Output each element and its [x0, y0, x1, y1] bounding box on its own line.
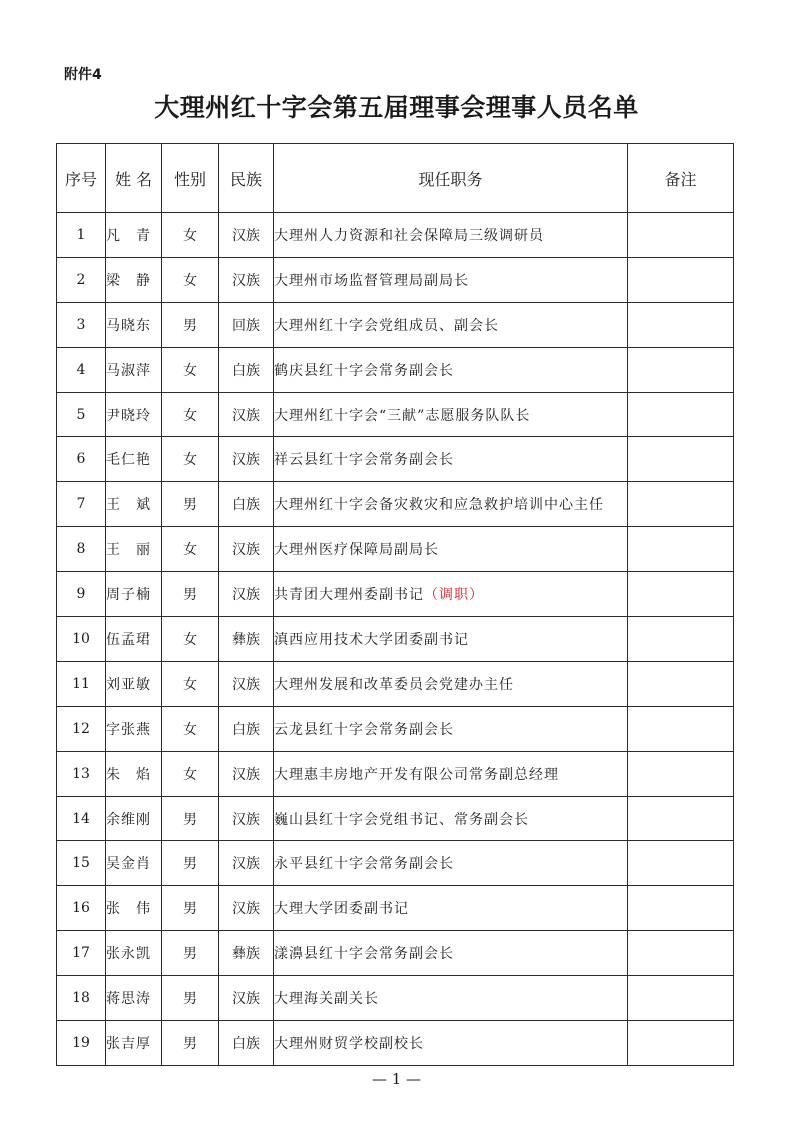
table-row	[57, 437, 734, 482]
cell-no: 7	[57, 482, 106, 527]
cell-sex: 女	[162, 751, 219, 796]
cell-position	[274, 661, 628, 706]
cell-ethnicity: 白族	[219, 706, 274, 751]
cell-no: 1	[57, 213, 106, 258]
cell-position	[274, 213, 628, 258]
cell-ethnicity: 彝族	[219, 931, 274, 976]
position-text: 大理州红十字会“三献”志愿服务队队长	[274, 407, 531, 424]
cell-sex: 女	[162, 437, 219, 482]
cell-name: 凡 青	[106, 213, 162, 258]
cell-name: 吴金肖	[106, 841, 162, 886]
cell-no: 9	[57, 572, 106, 617]
cell-sex: 女	[162, 213, 219, 258]
cell-position	[274, 931, 628, 976]
cell-no: 11	[57, 661, 106, 706]
table-row	[57, 257, 734, 302]
cell-no: 16	[57, 886, 106, 931]
position-status-note: （调职）	[424, 587, 484, 604]
table-body	[57, 213, 734, 1066]
cell-note	[628, 392, 734, 437]
cell-sex: 女	[162, 347, 219, 392]
cell-name: 梁 静	[106, 257, 162, 302]
cell-note	[628, 1021, 734, 1066]
cell-ethnicity: 汉族	[219, 213, 274, 258]
cell-ethnicity: 汉族	[219, 257, 274, 302]
cell-note	[628, 572, 734, 617]
cell-sex: 男	[162, 931, 219, 976]
cell-sex: 女	[162, 392, 219, 437]
table-row	[57, 661, 734, 706]
cell-ethnicity: 汉族	[219, 437, 274, 482]
table-row	[57, 527, 734, 572]
cell-no: 8	[57, 527, 106, 572]
cell-no: 10	[57, 617, 106, 662]
cell-ethnicity: 彝族	[219, 617, 274, 662]
table-row	[57, 617, 734, 662]
cell-no: 17	[57, 931, 106, 976]
cell-ethnicity: 白族	[219, 1021, 274, 1066]
position-text: 大理州财贸学校副校长	[274, 1035, 424, 1052]
table-row	[57, 482, 734, 527]
cell-ethnicity: 汉族	[219, 392, 274, 437]
position-text: 巍山县红十字会党组书记、常务副会长	[274, 811, 529, 828]
cell-name: 蒋思涛	[106, 976, 162, 1021]
page-number: — 1 —	[371, 1070, 422, 1088]
position-text: 鹤庆县红十字会常务副会长	[274, 362, 454, 379]
cell-ethnicity: 汉族	[219, 976, 274, 1021]
table-row	[57, 841, 734, 886]
table-row	[57, 1021, 734, 1066]
cell-name: 张 伟	[106, 886, 162, 931]
cell-no: 6	[57, 437, 106, 482]
cell-position	[274, 527, 628, 572]
cell-note	[628, 841, 734, 886]
cell-position	[274, 572, 628, 617]
position-text: 大理海关副关长	[274, 991, 379, 1008]
cell-ethnicity: 汉族	[219, 841, 274, 886]
cell-position	[274, 347, 628, 392]
position-text: 共青团大理州委副书记	[274, 587, 424, 604]
cell-ethnicity: 回族	[219, 302, 274, 347]
cell-ethnicity: 白族	[219, 347, 274, 392]
position-text: 漾濞县红十字会常务副会长	[274, 946, 454, 963]
position-text: 大理州红十字会备灾救灾和应急救护培训中心主任	[274, 497, 604, 514]
position-text: 大理州人力资源和社会保障局三级调研员	[274, 227, 544, 244]
cell-note	[628, 661, 734, 706]
position-text: 大理州医疗保障局副局长	[274, 542, 439, 559]
cell-name: 字张燕	[106, 706, 162, 751]
cell-sex: 女	[162, 257, 219, 302]
cell-name: 马淑萍	[106, 347, 162, 392]
header-position: 现任职务	[274, 144, 628, 213]
cell-note	[628, 482, 734, 527]
header-name: 姓 名	[106, 144, 162, 213]
cell-sex: 男	[162, 886, 219, 931]
cell-sex: 女	[162, 661, 219, 706]
cell-no: 15	[57, 841, 106, 886]
cell-position	[274, 706, 628, 751]
table-row	[57, 976, 734, 1021]
cell-ethnicity: 汉族	[219, 886, 274, 931]
roster-table	[56, 143, 734, 1066]
cell-name: 尹晓玲	[106, 392, 162, 437]
cell-sex: 男	[162, 841, 219, 886]
cell-name: 张吉厚	[106, 1021, 162, 1066]
cell-sex: 男	[162, 796, 219, 841]
cell-note	[628, 886, 734, 931]
table-row	[57, 931, 734, 976]
table-row	[57, 886, 734, 931]
table-row	[57, 302, 734, 347]
cell-name: 毛仁艳	[106, 437, 162, 482]
cell-ethnicity: 汉族	[219, 796, 274, 841]
cell-position	[274, 796, 628, 841]
cell-sex: 男	[162, 976, 219, 1021]
cell-position	[274, 1021, 628, 1066]
position-text: 大理大学团委副书记	[274, 901, 409, 918]
document-title: 大理州红十字会第五届理事会理事人员名单	[154, 93, 639, 122]
cell-name: 余维刚	[106, 796, 162, 841]
cell-sex: 男	[162, 1021, 219, 1066]
table-row	[57, 213, 734, 258]
cell-position	[274, 751, 628, 796]
table-row	[57, 796, 734, 841]
cell-note	[628, 931, 734, 976]
cell-name: 马晓东	[106, 302, 162, 347]
position-text: 永平县红十字会常务副会长	[274, 856, 454, 873]
cell-no: 18	[57, 976, 106, 1021]
cell-name: 伍孟珺	[106, 617, 162, 662]
position-text: 大理州市场监督管理局副局长	[274, 272, 469, 289]
cell-position	[274, 437, 628, 482]
cell-note	[628, 347, 734, 392]
position-text: 云龙县红十字会常务副会长	[274, 721, 454, 738]
table-row	[57, 706, 734, 751]
cell-ethnicity: 汉族	[219, 661, 274, 706]
cell-ethnicity: 汉族	[219, 751, 274, 796]
header-ethnicity: 民族	[219, 144, 274, 213]
table-row	[57, 751, 734, 796]
cell-name: 刘亚敏	[106, 661, 162, 706]
cell-name: 王 斌	[106, 482, 162, 527]
cell-no: 19	[57, 1021, 106, 1066]
header-sex: 性别	[162, 144, 219, 213]
cell-no: 2	[57, 257, 106, 302]
table-header-row	[57, 144, 734, 213]
cell-position	[274, 617, 628, 662]
header-no: 序号	[57, 144, 106, 213]
table-row	[57, 572, 734, 617]
header-note: 备注	[628, 144, 734, 213]
cell-note	[628, 213, 734, 258]
cell-sex: 女	[162, 527, 219, 572]
cell-note	[628, 437, 734, 482]
cell-no: 14	[57, 796, 106, 841]
cell-no: 12	[57, 706, 106, 751]
table-row	[57, 392, 734, 437]
cell-no: 3	[57, 302, 106, 347]
cell-position	[274, 482, 628, 527]
cell-ethnicity: 白族	[219, 482, 274, 527]
cell-position	[274, 257, 628, 302]
cell-name: 朱 焰	[106, 751, 162, 796]
attachment-label: 附件4	[64, 67, 102, 83]
cell-sex: 男	[162, 302, 219, 347]
cell-position	[274, 392, 628, 437]
cell-ethnicity: 汉族	[219, 527, 274, 572]
cell-note	[628, 617, 734, 662]
cell-sex: 男	[162, 482, 219, 527]
cell-name: 周子楠	[106, 572, 162, 617]
cell-position	[274, 841, 628, 886]
cell-position	[274, 302, 628, 347]
cell-note	[628, 527, 734, 572]
cell-position	[274, 976, 628, 1021]
cell-note	[628, 976, 734, 1021]
cell-no: 4	[57, 347, 106, 392]
cell-name: 张永凯	[106, 931, 162, 976]
cell-ethnicity: 汉族	[219, 572, 274, 617]
table-row	[57, 347, 734, 392]
cell-no: 13	[57, 751, 106, 796]
position-text: 滇西应用技术大学团委副书记	[274, 631, 469, 648]
cell-note	[628, 706, 734, 751]
cell-sex: 女	[162, 706, 219, 751]
cell-sex: 女	[162, 617, 219, 662]
cell-position	[274, 886, 628, 931]
cell-name: 王 丽	[106, 527, 162, 572]
cell-sex: 男	[162, 572, 219, 617]
cell-no: 5	[57, 392, 106, 437]
position-text: 大理州红十字会党组成员、副会长	[274, 317, 499, 334]
cell-note	[628, 796, 734, 841]
position-text: 大理州发展和改革委员会党建办主任	[274, 676, 514, 693]
cell-note	[628, 302, 734, 347]
position-text: 大理惠丰房地产开发有限公司常务副总经理	[274, 766, 559, 783]
cell-note	[628, 257, 734, 302]
cell-note	[628, 751, 734, 796]
position-text: 祥云县红十字会常务副会长	[274, 452, 454, 469]
